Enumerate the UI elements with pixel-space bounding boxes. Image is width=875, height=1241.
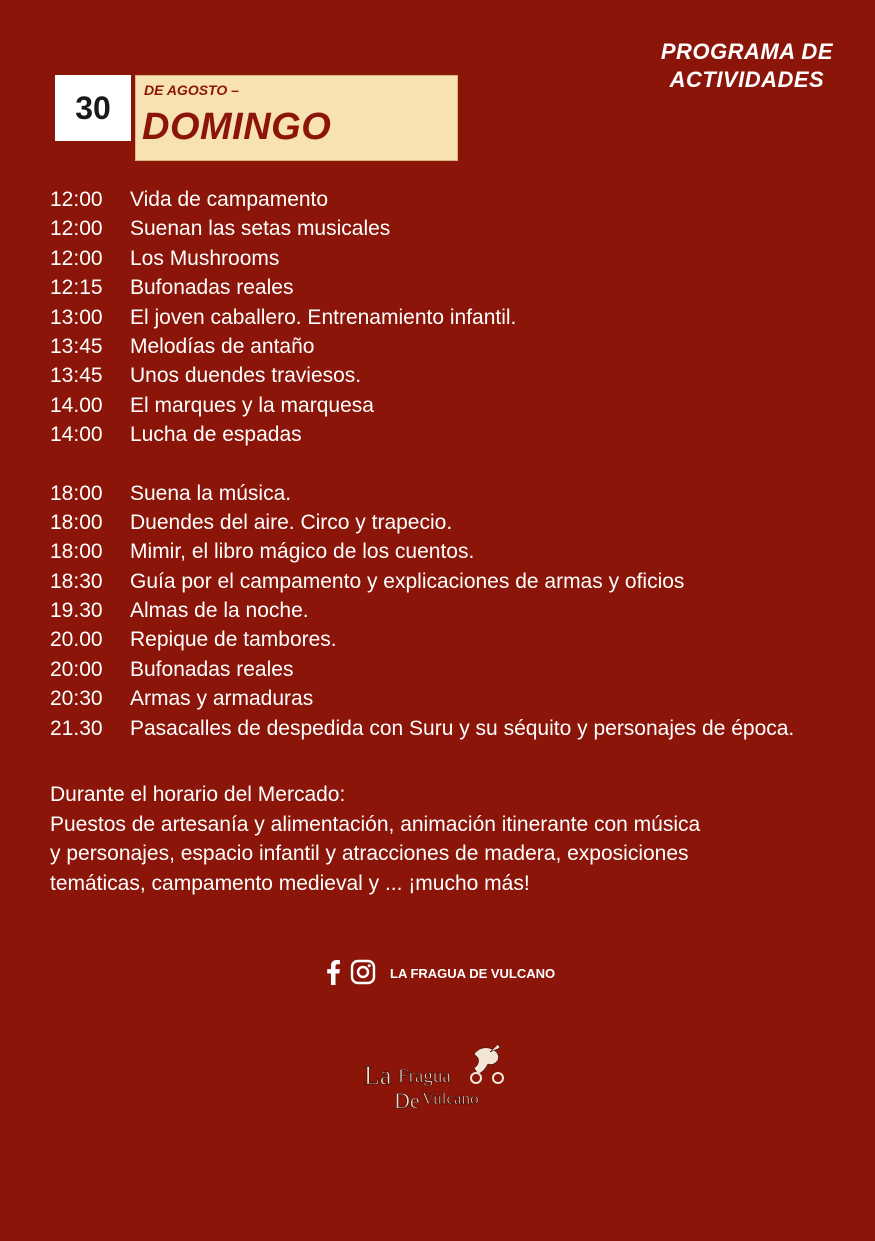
schedule-time: 18:30: [50, 569, 103, 593]
schedule-activity: Duendes del aire. Circo y trapecio.: [130, 510, 453, 534]
schedule-time: 20.00: [50, 628, 103, 652]
schedule-row: [50, 567, 794, 596]
schedule-time: 18:00: [50, 510, 103, 534]
notes-heading: Durante el horario del Mercado:: [50, 783, 346, 806]
schedule-activity: Mimir, el libro mágico de los cuentos.: [130, 540, 475, 564]
schedule-row: [50, 214, 794, 243]
schedule-activity: Suenan las setas musicales: [130, 217, 391, 241]
afternoon-schedule: [50, 479, 794, 744]
brand-logo: [362, 1040, 512, 1112]
svg-text:Fragua: Fragua: [398, 1066, 451, 1087]
svg-text:La: La: [364, 1061, 392, 1090]
morning-schedule: [50, 185, 794, 450]
schedule-list: [50, 185, 794, 743]
schedule-activity: Unos duendes traviesos.: [130, 364, 362, 388]
schedule-time: 13:45: [50, 334, 103, 358]
schedule-row: [50, 714, 794, 743]
schedule-activity: Repique de tambores.: [130, 628, 337, 652]
weekday-label: DOMINGO: [142, 106, 332, 148]
schedule-activity: Pasacalles de despedida con Suru y su séquito y personajes de época.: [130, 716, 795, 740]
schedule-row: [50, 684, 794, 713]
program-title-line1: PROGRAMA DE: [660, 39, 833, 64]
schedule-row: [50, 625, 794, 654]
notes-line: y personajes, espacio infantil y atracciones de madera, exposiciones: [50, 842, 689, 865]
program-title-line2: ACTIVIDADES: [669, 67, 825, 92]
social-handle: LA FRAGUA DE VULCANO: [390, 965, 556, 981]
schedule-activity: Lucha de espadas: [130, 423, 302, 447]
svg-text:De: De: [394, 1088, 420, 1112]
schedule-row: [50, 185, 794, 214]
schedule-activity: El marques y la marquesa: [130, 393, 374, 417]
notes-line: temáticas, campamento medieval y ... ¡mucho más!: [50, 871, 530, 895]
schedule-time: 21.30: [50, 716, 103, 740]
svg-text:Vulcano: Vulcano: [422, 1089, 479, 1108]
schedule-time: 14:00: [50, 423, 103, 447]
instagram-icon[interactable]: [350, 959, 376, 988]
schedule-row: [50, 244, 794, 273]
day-number-box: [55, 75, 131, 141]
schedule-row: [50, 303, 794, 332]
date-banner: [135, 75, 458, 161]
notes-line: Puestos de artesanía y alimentación, animación itinerante con música: [50, 812, 701, 836]
schedule-activity: Almas de la noche.: [130, 599, 309, 623]
schedule-row: [50, 420, 794, 449]
schedule-row: [50, 479, 794, 508]
schedule-activity: Bufonadas reales: [130, 276, 294, 300]
schedule-row: [50, 508, 794, 537]
schedule-activity: Bufonadas reales: [130, 657, 294, 681]
schedule-row: [50, 332, 794, 361]
schedule-activity: Suena la música.: [130, 481, 292, 505]
market-notes: [50, 780, 700, 898]
schedule-time: 14.00: [50, 393, 103, 417]
schedule-time: 20:00: [50, 657, 103, 681]
schedule-row: [50, 537, 794, 566]
facebook-icon[interactable]: [324, 959, 342, 988]
schedule-time: 12:00: [50, 188, 103, 211]
schedule-time: 18:00: [50, 540, 103, 564]
schedule-activity: Los Mushrooms: [130, 246, 280, 270]
schedule-time: 13:45: [50, 364, 103, 388]
schedule-row: [50, 391, 794, 420]
schedule-time: 20:30: [50, 687, 103, 711]
schedule-time: 19.30: [50, 599, 103, 623]
schedule-activity: Armas y armaduras: [130, 687, 314, 711]
schedule-time: 12:15: [50, 276, 103, 300]
schedule-activity: Melodías de antaño: [130, 334, 315, 358]
schedule-row: [50, 596, 794, 625]
month-label: DE AGOSTO –: [144, 82, 239, 98]
schedule-activity: Guía por el campamento y explicaciones de armas y oficios: [130, 569, 685, 593]
schedule-activity: El joven caballero. Entrenamiento infantil.: [130, 305, 517, 329]
schedule-activity: Vida de campamento: [130, 188, 329, 211]
schedule-time: 18:00: [50, 481, 103, 505]
program-title: [661, 38, 833, 94]
day-number: 30: [75, 89, 111, 126]
schedule-time: 12:00: [50, 217, 103, 241]
schedule-row: [50, 655, 794, 684]
schedule-time: 13:00: [50, 305, 103, 329]
schedule-gap: [50, 450, 794, 479]
schedule-time: 12:00: [50, 246, 103, 270]
social-bar: [324, 958, 555, 988]
schedule-row: [50, 361, 794, 390]
schedule-row: [50, 273, 794, 302]
